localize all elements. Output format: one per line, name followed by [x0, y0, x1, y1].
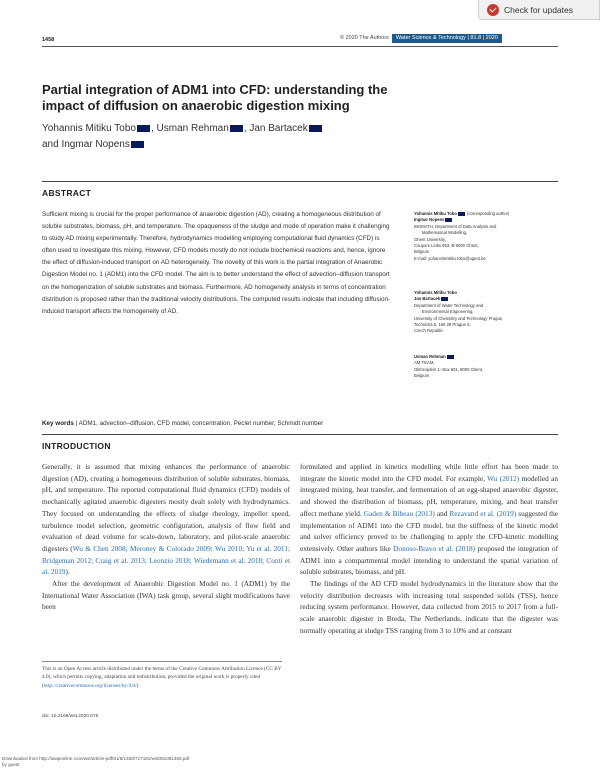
introduction-rule — [42, 434, 558, 435]
affiliation-block-1: Yohannis Mitiku Tobo (corresponding author) Ingmar Nopens BIOMATH, Department of Data Analysis and Mathematical Modelling, Ghent University, Coupure Links 653, B-9000 Ghent, Belgium E-mail: yohannismitiku.tobo@ugent.be — [414, 211, 510, 261]
affiliation-author: Yohannis Mitiku Tobo — [414, 211, 457, 216]
orcid-icon[interactable] — [445, 218, 452, 222]
license-footnote: This is an Open Access article distributed under the terms of the Creative Commons Attribution Licence (CC BY 4.0), which permits copying, adaptation and redistribution, provided the original work is properly cited (http://creativecommons.org/licenses/by/4.0/). — [42, 666, 282, 689]
check-for-updates-label: Check for updates — [504, 4, 573, 15]
check-badge-icon — [487, 4, 499, 16]
author-name: Yohannis Mitiku Tobo — [42, 123, 136, 134]
citation-link[interactable]: Wu (2012) — [487, 473, 520, 483]
introduction-heading: INTRODUCTION — [42, 441, 111, 451]
header-rule — [42, 46, 558, 47]
author-name: Usman Rehman — [156, 123, 229, 134]
paper-title: Partial integration of ADM1 into CFD: understanding the impact of diffusion on anaerobic digestion mixing — [42, 82, 388, 113]
license-text: © 2020 The Authors — [340, 35, 389, 41]
footnote-rule — [42, 661, 282, 662]
citation-link[interactable]: Wu & Chen 2008; Meroney & Colorado 2009; Wu 2010; Yu et al. 2011; Bridgeman 2012; Craig et al. 2013; Leonzio 2018; Wiedemann et al. 2018; Conti et al. 2019 — [42, 543, 290, 577]
intro-right-column — [300, 461, 558, 637]
license-link[interactable]: http://creativecommons.org/licenses/by/4.0/ — [43, 682, 137, 689]
paragraph: Generally, it is assumed that mixing enhances the performance of anaerobic digestion (AD), creating a homogeneous distribution of soluble substrates, biomass, pH, and temperature. The reported computational fluid dynamics (CFD) models of mechanically agitated anaerobic digesters mostly dealt solely with hydrodynamics. They focused on understanding the effects of sludge rheology, impeller speed, turbulence model selection, geometric configuration, analysis of flow field and evaluation of dead volume for scale-down, laboratory, and pilot-scale anaerobic digesters (Wu & Chen 2008; Meroney & Colorado 2009; Wu 2010; Yu et al. 2011; Bridgeman 2012; Craig et al. 2013; Leonzio 2018; Wiedemann et al. 2018; Conti et al. 2019). — [42, 462, 290, 577]
abstract-rule — [42, 181, 558, 182]
journal-volume: 81.8 — [470, 35, 482, 41]
doi: doi: 10.2166/wst.2020.076 — [42, 714, 99, 719]
journal-year: 2020 — [485, 35, 498, 41]
journal-bar: Water Science & Technology | 81.8 | 2020 — [392, 34, 502, 43]
abstract-heading: ABSTRACT — [42, 188, 92, 198]
paragraph: After the development of Anaerobic Digestion Model no. 1 (ADM1) by the International Water Association (IWA) task group, several slight modifications have been — [42, 579, 290, 612]
orcid-icon[interactable] — [137, 125, 150, 132]
affiliation-author: Usman Rehman — [414, 354, 446, 359]
download-note: Downloaded from http://iwaponline.com/wst/article-pdf/81/8/1458/717181/wst081081458.pdf by guest — [2, 756, 190, 767]
orcid-icon[interactable] — [441, 297, 448, 301]
affiliation-author: Yohannis Mitiku Tobo — [414, 290, 457, 295]
intro-left-column — [42, 461, 290, 613]
author-name: Ingmar Nopens — [61, 139, 130, 150]
keywords: Key words | ADM1, advection–diffusion, CFD model, concentration, Peclet number, Schmidt number — [42, 420, 324, 427]
keywords-label: Key words — [42, 420, 74, 427]
journal-name: Water Science & Technology — [395, 35, 466, 41]
orcid-icon[interactable] — [230, 125, 243, 132]
affiliation-block-2: Yohannis Mitiku Tobo Jan Bartacek Department of Water Technology and Environmental Engineering, University of Chemistry and Technology Prague, Technická 5, 166 28 Prague 6, Czech Republic — [414, 290, 504, 334]
affiliation-block-3: Usman Rehman AM-TEAM, Oktrooiplein 1- Box 601, 9000 Ghent, Belgium — [414, 354, 484, 379]
affiliation-author: Jan Bartacek — [414, 296, 441, 302]
orcid-icon[interactable] — [309, 125, 322, 132]
affiliation-author: Ingmar Nopens — [414, 217, 445, 223]
author-list: Yohannis Mitiku Tobo , Usman Rehman , Jan Bartacek and Ingmar Nopens — [42, 121, 402, 153]
paragraph: formulated and applied in kinetics modelling while little effort has been made to integrate the kinetic model into the CFD model. For example, Wu (2012) modelled an integrated mixing, heat transfer, and fermentation of an egg-shaped anaerobic digester, and showed the distribution of biomass, pH, temperature, mixing, and heat transfer affect methane yield. Gaden & Bibeau (2013) and Rezavand et al. (2019) suggested the implementation of ADM1 into the CFD model, but the stiffness of the kinetic model and solver efficiency proved to be challenging to apply the CFD-kinetic modelling extensively. Other authors like Donoso-Bravo et al. (2018) proposed the integration of ADM1 into a compartmental model intending to understand the spatial variation of soluble substrates, biomass, and pH. — [300, 462, 559, 577]
check-for-updates-button[interactable] — [478, 0, 600, 20]
orcid-icon[interactable] — [458, 212, 465, 216]
running-header — [340, 34, 502, 43]
citation-link[interactable]: Rezavand et al. (2019) — [449, 508, 517, 518]
author-name: Jan Bartacek — [249, 123, 308, 134]
citation-link[interactable]: Donoso-Bravo et al. (2018) — [393, 543, 476, 553]
citation-link[interactable]: Gaden & Bibeau (2013) — [363, 508, 435, 518]
paragraph: The findings of the AD CFD model hydrodynamics in the literature show that the velocity distribution decreases with increasing total suspended solids (TSS), hence reducing system performance. However, data collected from 2015 to 2017 from a full-scale anaerobic digester in Breda, The Netherlands, indicate that the digester was normally operating at sludge TSS ranging from 3 to 10% and at constant — [300, 579, 558, 635]
page-number: 1458 — [42, 37, 55, 43]
keywords-list: ADM1, advection–diffusion, CFD model, concentration, Peclet number, Schmidt number — [78, 420, 324, 427]
abstract-text: Sufficient mixing is crucial for the proper performance of anaerobic digestion (AD), creating a homogeneous distribution of soluble substrates, biomass, pH, and temperature. The opaqueness of the sludge and mode of operation make it challenging to study AD mixing experimentally. Therefore, hydrodynamics modelling employing computational fluid dynamics (CFD) is often used to investigate this mixing. However, CFD models mostly do not include biochemical reactions and, hence, ignore the effect of diffusion-induced transport on AD heterogeneity. The novelty of this work is the partial integration of Anaerobic Digestion Model no. 1 (ADM1) into the CFD model. The aim is to better understand the effect of advection–diffusion transport on the homogenization of soluble substrates and biomass. Furthermore, AD homogeneity analysis in terms of concentration distribution is proposed rather than the traditional velocity distributions. The computed results indicate that including diffusion-induced transport affects the homogeneity of AD. — [42, 211, 391, 315]
orcid-icon[interactable] — [447, 355, 454, 359]
orcid-icon[interactable] — [131, 141, 144, 148]
